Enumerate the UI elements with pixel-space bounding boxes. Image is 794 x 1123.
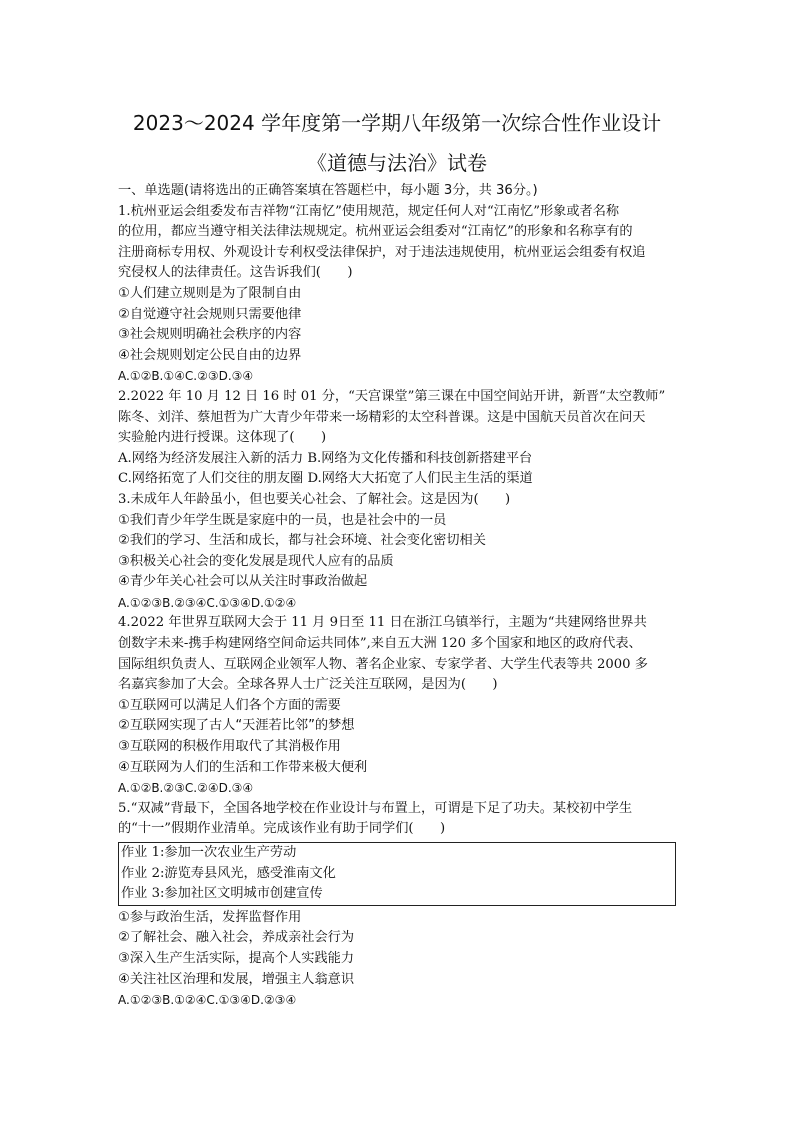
homework-list-box (118, 842, 676, 906)
statement-item: ④青少年关心社会可以从关注时事政治做起 (118, 574, 368, 590)
question-stem-line: 1.杭州亚运会组委发布吉祥物“江南忆”使用规范，规定任何人对“江南忆”形象或者名称 (118, 203, 620, 219)
statement-item: ①互联网可以满足人们各个方面的需要 (118, 697, 341, 713)
statement-item: ①人们建立规则是为了限制自由 (118, 285, 302, 301)
question-stem-line: 4.2022 年世界互联网大会于 11 月 9日至 11 日在浙江乌镇举行，主题为“共建网络世界共 (118, 615, 647, 631)
exam-title-line2: 《道德与法治》试卷 (307, 151, 487, 175)
question-stem-line: 5.“双减”背最下，全国各地学校在作业设计与布置上，可谓是下足了功夫。某校初中学生 (118, 800, 632, 816)
statement-item: ①参与政治生活，发挥监督作用 (118, 909, 302, 925)
statement-item: ④关注社区治理和发展，增强主人翁意识 (118, 971, 355, 987)
statement-item: ①我们青少年学生既是家庭中的一员，也是社会中的一员 (118, 512, 447, 528)
question-stem-line: 3.未成年人年龄虽小，但也要关心社会、了解社会。这是因为( ) (118, 491, 511, 507)
answer-option-line: A.网络为经济发展注入新的活力 B.网络为文化传播和科技创新搭建平台 (118, 450, 533, 466)
question-stem-line: 名嘉宾参加了大会。全球各界人士广泛关注互联网，是因为( ) (118, 677, 498, 693)
statement-item: ③积极关心社会的变化发展是现代人应有的品质 (118, 553, 394, 569)
question-stem-line: 的“十一”假期作业清单。完成该作业有助于同学们( ) (118, 821, 446, 837)
answer-options: A.①②B.①④C.②③D.③④ (118, 369, 254, 384)
question-2 (118, 387, 678, 490)
section-heading: 一、单选题(请将选出的正确答案填在答题栏中，每小题 3分，共 36分。) (118, 183, 538, 198)
question-stem-line: 2.2022 年 10 月 12 日 16 时 01 分，“天宫课堂”第三课在中国空间站开讲，新晋“太空教师” (118, 388, 666, 404)
statement-item: ②自觉遵守社会规则只需要他律 (118, 306, 302, 322)
statement-item: ③社会规则明确社会秩序的内容 (118, 327, 302, 343)
exam-title-line1: 2023～2024 学年度第一学期八年级第一次综合性作业设计 (132, 111, 662, 135)
question-1 (118, 202, 678, 387)
question-3 (118, 490, 678, 614)
question-stem-line: 国际组织负责人、互联网企业领军人物、著名企业家、专家学者、大学生代表等共 2000 多 (118, 656, 648, 672)
question-stem-line: 实验舱内进行授课。这体现了( ) (118, 430, 327, 446)
statement-item: ④互联网为人们的生活和工作带来极大便利 (118, 759, 368, 775)
answer-options: A.①②B.②③C.②④D.③④ (118, 781, 254, 796)
question-stem-line: 的位用，都应当遵守相关法律法规规定。杭州亚运会组委对“江南忆”的形象和名称享有的 (118, 224, 633, 240)
homework-item: 作业 3:参加社区文明城市创建宣传 (121, 886, 323, 902)
homework-item: 作业 2:游览寿县风光，感受淮南文化 (121, 865, 336, 881)
question-4 (118, 613, 678, 798)
question-stem-line: 创数字未来-携手构建网络空间命运共同体”,来自五大洲 120 多个国家和地区的政府代表、 (118, 636, 642, 652)
answer-options: A.①②③B.①②④C.①③④D.②③④ (118, 993, 297, 1008)
question-stem-line: 究侵权人的法律责任。这告诉我们( ) (118, 265, 353, 281)
statement-item: ②互联网实现了古人“天涯若比邻”的梦想 (118, 718, 355, 734)
answer-option-line: C.网络拓宽了人们交往的朋友圈 D.网络大大拓宽了人们民主生活的渠道 (118, 471, 533, 487)
question-5 (118, 799, 678, 1011)
statement-item: ④社会规则划定公民自由的边界 (118, 347, 302, 363)
statement-item: ③互联网的积极作用取代了其消极作用 (118, 739, 341, 755)
answer-options: A.①②③B.②③④C.①③④D.①②④ (118, 595, 297, 610)
question-stem-line: 陈冬、刘洋、蔡旭哲为广大青少年带来一场精彩的太空科普课。这是中国航天员首次在问天 (118, 409, 646, 425)
homework-item: 作业 1:参加一次农业生产劳动 (121, 845, 297, 860)
statement-item: ②了解社会、融入社会，养成亲社会行为 (118, 930, 355, 946)
statement-item: ②我们的学习、生活和成长，都与社会环境、社会变化密切相关 (118, 533, 486, 549)
statement-item: ③深入生产生活实际，提高个人实践能力 (118, 950, 355, 966)
question-stem-line: 注册商标专用权、外观设计专利权受法律保护，对于违法违规使用，杭州亚运会组委有权追 (118, 244, 646, 260)
exam-content (118, 181, 678, 1011)
